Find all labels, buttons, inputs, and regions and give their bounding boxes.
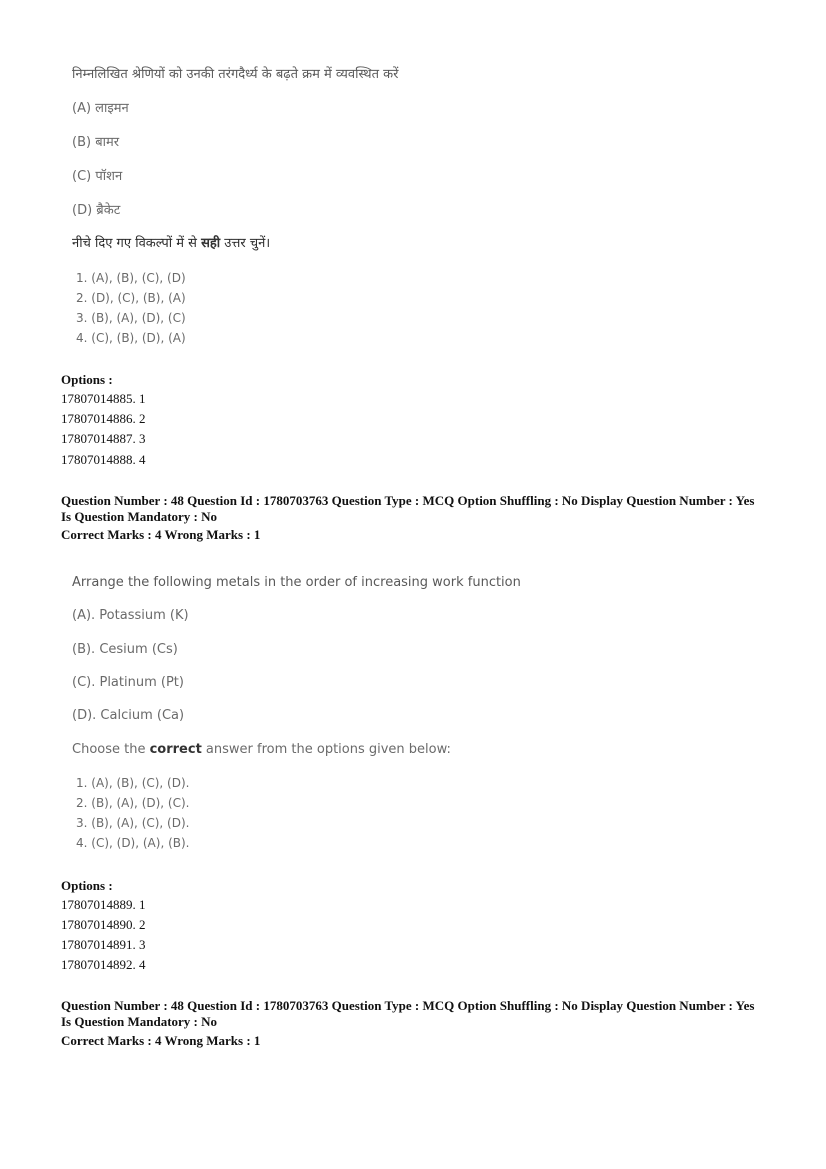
- option-id: 17807014892. 4: [61, 957, 146, 972]
- options-label: Options :: [61, 372, 113, 387]
- answer-choice: 1. (A), (B), (C), (D): [76, 271, 186, 285]
- question-stem: Arrange the following metals in the order of increasing work function: [72, 575, 521, 590]
- question-item: (C). Platinum (Pt): [72, 675, 184, 690]
- option-id: 17807014890. 2: [61, 917, 146, 932]
- option-id: 17807014887. 3: [61, 431, 146, 446]
- question-stem: निम्नलिखित श्रेणियों को उनकी तरंगदैर्ध्य के बढ़ते क्रम में व्यवस्थित करें: [72, 67, 399, 82]
- answer-choice: 4. (C), (D), (A), (B).: [76, 836, 190, 850]
- instruction-text: answer from the options given below:: [201, 742, 451, 757]
- question-item: (D) ब्रैकेट: [72, 203, 121, 218]
- instruction-emphasis: correct: [149, 742, 202, 757]
- question-instruction: [72, 236, 270, 252]
- question-item: (C) पॉशन: [72, 169, 123, 184]
- answer-choice: 4. (C), (B), (D), (A): [76, 331, 186, 345]
- instruction-text: नीचे दिए गए विकल्पों में से: [72, 236, 202, 251]
- answer-choice: 3. (B), (A), (D), (C): [76, 311, 186, 325]
- question-meta-line: Is Question Mandatory : No: [61, 1014, 218, 1029]
- answer-choice: 1. (A), (B), (C), (D).: [76, 776, 190, 790]
- options-label: Options :: [61, 878, 113, 893]
- answer-choice: 3. (B), (A), (C), (D).: [76, 816, 190, 830]
- question-item: (A). Potassium (K): [72, 608, 189, 623]
- option-id: 17807014886. 2: [61, 411, 146, 426]
- instruction-text: Choose the: [72, 742, 150, 757]
- question-item: (B) बामर: [72, 135, 120, 150]
- question-meta-line: Is Question Mandatory : No: [61, 509, 218, 524]
- question-meta-line: Question Number : 48 Question Id : 1780703763 Question Type : MCQ Option Shuffling : No Display Question Number : Yes: [61, 493, 755, 508]
- instruction-emphasis: सही: [201, 236, 221, 251]
- instruction-text: उत्तर चुनें।: [220, 236, 271, 251]
- question-instruction: [72, 742, 451, 758]
- question-item: (B). Cesium (Cs): [72, 642, 178, 657]
- question-meta-line: Question Number : 48 Question Id : 1780703763 Question Type : MCQ Option Shuffling : No Display Question Number : Yes: [61, 998, 755, 1013]
- option-id: 17807014891. 3: [61, 937, 146, 952]
- answer-choice: 2. (D), (C), (B), (A): [76, 291, 186, 305]
- option-id: 17807014885. 1: [61, 391, 146, 406]
- question-item: (D). Calcium (Ca): [72, 708, 185, 723]
- option-id: 17807014889. 1: [61, 897, 146, 912]
- question-meta-line: Correct Marks : 4 Wrong Marks : 1: [61, 1033, 261, 1048]
- option-id: 17807014888. 4: [61, 452, 146, 467]
- question-item: (A) लाइमन: [72, 101, 129, 116]
- question-meta-line: Correct Marks : 4 Wrong Marks : 1: [61, 527, 261, 542]
- answer-choice: 2. (B), (A), (D), (C).: [76, 796, 190, 810]
